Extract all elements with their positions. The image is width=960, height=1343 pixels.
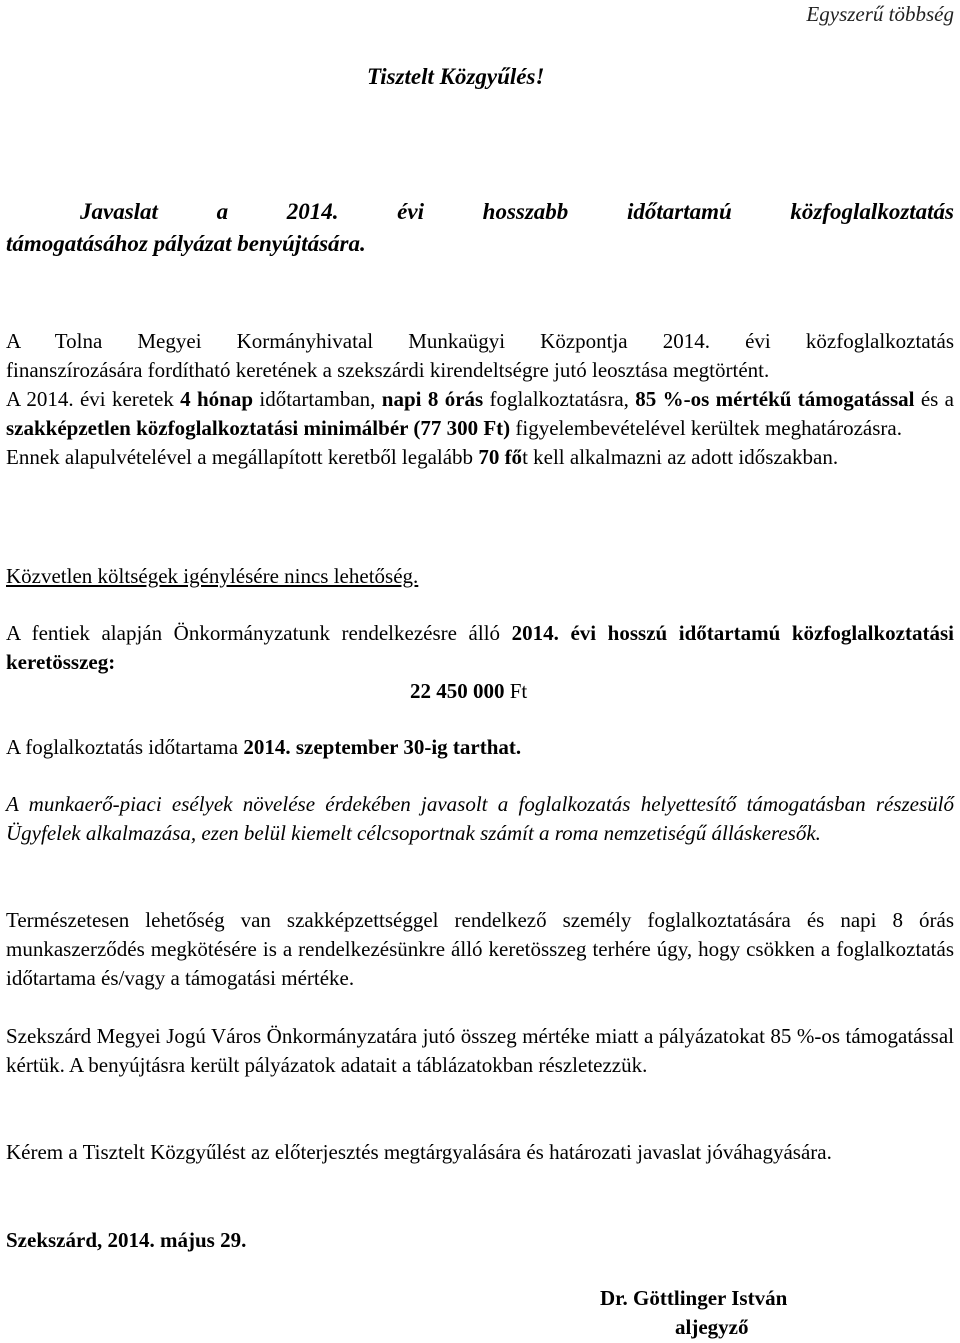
para4-bold-1: 2014. évi hosszú időtartamú közfoglalkoztatási keretösszeg: <box>6 621 954 674</box>
para2-text-1: Ennek alapulvételével a megállapított keretből legalább <box>6 445 479 469</box>
budget-amount-currency: Ft <box>504 679 528 703</box>
para1-text-1: A 2014. évi keretek <box>6 387 181 411</box>
para8-applications: Szekszárd Megyei Jogú Város Önkormányzatára jutó összeg mértéke miatt a pályázatokat 85 %-os támogatással kértük. A benyújtásra került pályázatok adatait a táblázatokban részletezzük. <box>6 1024 954 1077</box>
para1-line1: A Tolna Megyei Kormányhivatal Munkaügyi Központja 2014. évi közfoglalkoztatás <box>6 329 954 353</box>
para4-text-1: A fentiek alapján Önkormányzatunk rendelkezésre álló <box>6 621 512 645</box>
paragraph-allocation <box>6 327 954 472</box>
subject-line-1: Javaslat a 2014. évi hosszabb időtartamú közfoglalkoztatás <box>80 199 954 224</box>
subject-line-2: támogatásához pályázat benyújtására. <box>6 231 366 256</box>
para1-bold-4: szakképzetlen közfoglalkoztatási minimálbér (77 300 Ft) <box>6 416 511 440</box>
signer-title: aljegyző <box>675 1315 749 1339</box>
para1-text-5: figyelembevételével kerültek meghatározásra. <box>510 416 902 440</box>
para1-text-4: és a <box>914 387 954 411</box>
header-note: Egyszerű többség <box>806 2 954 26</box>
para1-text-3: foglalkoztatásra, <box>483 387 636 411</box>
para1-body <box>6 385 954 443</box>
para2-bold-1: 70 fő <box>478 445 523 469</box>
subject-title <box>80 197 954 226</box>
para1-bold-3: 85 %-os mértékű támogatással <box>635 387 915 411</box>
para9-request: Kérem a Tisztelt Közgyűlést az előterjesztés megtárgyalására és határozati javaslat jóváhagyására. <box>6 1140 832 1164</box>
para1-line2: finanszírozására fordítható keretének a szekszárdi kirendeltségre jutó leosztása megtörtént. <box>6 358 770 382</box>
para5-duration <box>6 733 521 762</box>
para6-target-groups: A munkaerő-piaci esélyek növelése érdekében javasolt a foglalkozatás helyettesítő támogatásban részesülő Ügyfelek alkalmazása, ezen belül kiemelt célcsoportnak számít a roma nemzetiségű álláskeresők. <box>6 792 954 845</box>
para1-bold-1: 4 hónap <box>180 387 254 411</box>
para2 <box>6 443 954 472</box>
para5-text-1: A foglalkoztatás időtartama <box>6 735 244 759</box>
para7-qualified-option: Természetesen lehetőség van szakképzettséggel rendelkező személy foglalkoztatására és napi 8 órás munkaszerződés megkötésére is a rendelkezésünkre álló keretösszeg terhére úgy, hogy csökken a foglalkoztatás időtartama és/vagy a támogatási mértéke. <box>6 908 954 990</box>
para2-text-2: t kell alkalmazni az adott időszakban. <box>522 445 839 469</box>
budget-amount <box>410 677 527 706</box>
salutation: Tisztelt Közgyűlés! <box>367 64 545 89</box>
signer-name: Dr. Göttlinger István <box>600 1286 788 1310</box>
budget-amount-value: 22 450 000 <box>410 679 505 703</box>
para5-bold-1: 2014. szeptember 30-ig tarthat. <box>243 735 522 759</box>
paragraph-budget <box>6 619 954 677</box>
para1-text-2: időtartamban, <box>253 387 382 411</box>
para4-body <box>6 619 954 677</box>
para1-bold-2: napi 8 órás <box>381 387 484 411</box>
place-date: Szekszárd, 2014. május 29. <box>6 1228 247 1252</box>
para3-no-direct-costs: Közvetlen költségek igénylésére nincs lehetőség. <box>6 564 419 588</box>
